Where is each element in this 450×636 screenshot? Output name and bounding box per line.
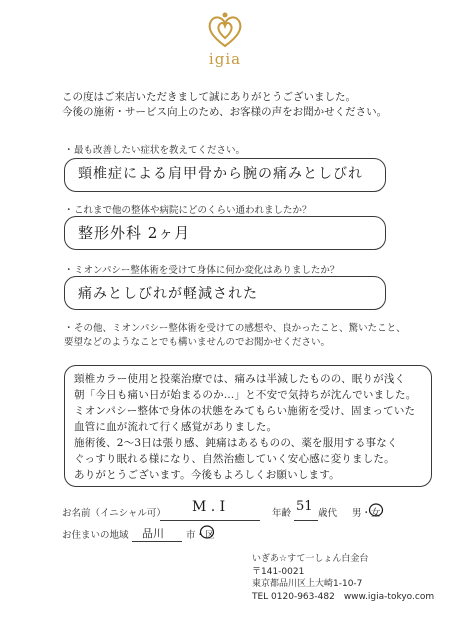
shop-info (252, 553, 434, 603)
brand-name: igia (208, 50, 242, 68)
free-answer-line: 朝「今日も痛い日が始まるのか…」と不安で気持ちが沈んでいました。 (74, 389, 417, 401)
name-handwriting: M . I (192, 499, 226, 515)
question-2-text: これまで他の整体や病院にどのくらい通われましたか？ (74, 205, 312, 216)
question-1-text: 最も改善したい症状を教えてください。 (74, 145, 246, 156)
question-bullet: ・ (64, 323, 74, 334)
name-underline (160, 520, 260, 521)
question-2 (64, 202, 312, 216)
question-3-text: ミオンパシー整体術を受けて身体に何か変化はありましたか？ (74, 265, 340, 276)
intro-text (62, 90, 422, 120)
gender-label: 男・女 (352, 508, 381, 519)
city-label: 市・区 (186, 530, 215, 541)
answer-2-handwriting: 整形外科 2ヶ月 (78, 224, 191, 242)
intro-line-2: 今後の施術・サービス向上のため、お客様の声をお聞かせください。 (62, 106, 388, 118)
age-underline (294, 520, 318, 521)
question-bullet: ・ (64, 265, 74, 276)
free-answer-line: 血管に血が流れて行く感覚がありました。 (74, 421, 278, 433)
area-underline (132, 541, 182, 542)
heart-emblem-icon (203, 8, 247, 52)
age-handwriting: 51 (296, 499, 313, 514)
age-suffix: 歳代 (318, 508, 338, 519)
question-bullet: ・ (64, 145, 74, 156)
age-label: 年齢 (272, 508, 292, 519)
free-answer-line: ミオンパシー整体で身体の状態をみてもらい施術を受け、固まっていた (74, 405, 416, 417)
question-1 (64, 142, 245, 156)
free-answer-line: 施術後、2～3日は張り感、鈍痛はあるものの、薬を服用する事なく (74, 437, 398, 449)
shop-address: 東京都品川区上大崎1-10-7 (252, 579, 363, 589)
gender-circle-mark (368, 502, 384, 518)
area-label: お住まいの地域 (62, 530, 129, 541)
free-answer-line: 頸椎カラー使用と投薬治療では、痛みは半減したものの、眠りが浅く (74, 373, 406, 385)
intro-line-1: この度はご来店いただきまして誠にありがとうございました。 (62, 91, 356, 103)
free-answer-line: ありがとうございます。今後もよろしくお願いします。 (74, 469, 340, 481)
shop-name: いぎあ☆すて一しょん白金台 (252, 554, 369, 564)
shop-postal: 〒141-0021 (252, 566, 305, 577)
area-handwriting: 品川 (142, 527, 164, 540)
ward-circle-mark (199, 524, 215, 540)
question-free-line-2: 要望などのようなことでも構いませんのでお聞かせください。 (64, 337, 331, 348)
brand-logo (195, 8, 255, 76)
question-free (64, 322, 406, 350)
answer-3-handwriting: 痛みとしびれが軽減された (78, 286, 258, 302)
shop-contact: TEL 0120-963-482 www.igia-tokyo.com (252, 591, 435, 602)
question-bullet: ・ (64, 205, 74, 216)
free-answer-line: ぐっすり眠れる様になり、自然治癒していく安心感に変りました。 (74, 453, 395, 465)
answer-1-handwriting: 頸椎症による肩甲骨から腕の痛みとしびれ (78, 166, 363, 182)
question-3 (64, 262, 339, 276)
question-free-line-1: その他、ミオンパシー整体術を受けての感想や、良かったこと、驚いたこと、 (74, 323, 406, 334)
name-label: お名前（イニシャル可） (62, 508, 166, 519)
